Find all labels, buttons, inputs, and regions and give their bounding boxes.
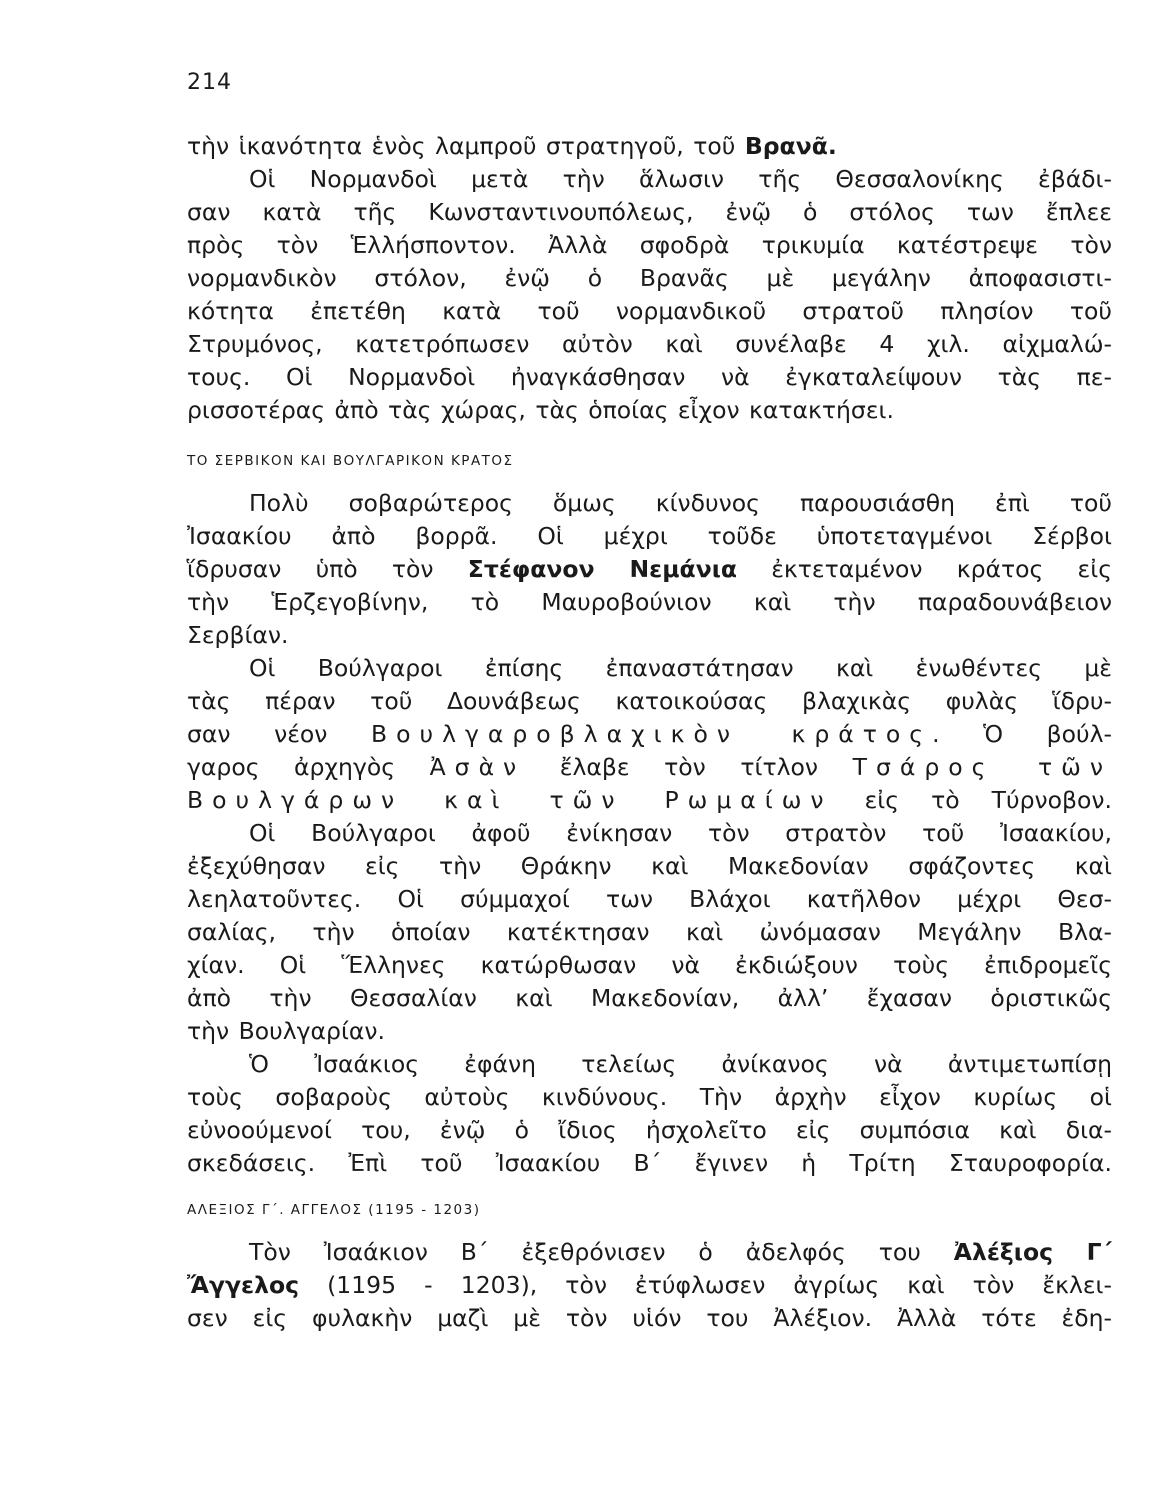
text-line: Οἱ Βούλγαροι ἀφοῦ ἐνίκησαν τὸν στρατὸν τοῦ Ἰσαακίου, — [249, 819, 1112, 847]
text-line: σεν εἰς φυλακὴν μαζὶ μὲ τὸν υἱόν του Ἀλέξιον. Ἀλλὰ τότε ἐδη- — [187, 1304, 1112, 1332]
emphasis-name: Βρανᾶ. — [744, 132, 837, 160]
text-line: ἵδρυσαν ὑπὸ τὸν Στέφανον Νεμάνια ἐκτεταμένον κράτος εἰς — [187, 555, 1112, 583]
page-number: 214 — [187, 70, 232, 95]
text-line: νορμανδικὸν στόλον, ἐνῷ ὁ Βρανᾶς μὲ μεγάλην ἀποφασιστι- — [187, 264, 1112, 292]
text-line: λεηλατοῦντες. Οἱ σύμμαχοί των Βλάχοι κατῆλθον μέχρι Θεσ- — [187, 885, 1112, 913]
spaced-term: Τσάρος τῶν — [852, 753, 1112, 781]
text-line: Βουλγάρων καὶ τῶν Ρωμαίων εἰς τὸ Τύρνοβον. — [187, 786, 1112, 814]
section-heading: ΤΟ ΣΕΡΒΙΚΟΝ ΚΑΙ ΒΟΥΛΓΑΡΙΚΟΝ ΚΡΑΤΟΣ — [187, 453, 514, 469]
text-line: κότητα ἐπετέθη κατὰ τοῦ νορμανδικοῦ στρατοῦ πλησίον τοῦ — [187, 297, 1112, 325]
text-line: Σερβίαν. — [187, 621, 289, 649]
text-line: γαρος ἀρχηγὸς Ἀσὰν ἔλαβε τὸν τίτλον Τσάρος τῶν — [187, 753, 1112, 781]
text-line: Οἱ Νορμανδοὶ μετὰ τὴν ἅλωσιν τῆς Θεσσαλονίκης ἐβάδι- — [249, 165, 1112, 193]
spaced-term: Βουλγάρων καὶ τῶν Ρωμαίων — [187, 786, 833, 814]
text-line: Πολὺ σοβαρώτερος ὅμως κίνδυνος παρουσιάσθη ἐπὶ τοῦ — [249, 489, 1112, 517]
spaced-term: Ἀσὰν — [429, 753, 526, 781]
page-body — [187, 130, 1112, 1335]
text-line: Τὸν Ἰσαάκιον Β΄ ἐξεθρόνισεν ὁ ἀδελφός του Ἀλέξιος Γ΄ — [249, 1238, 1112, 1266]
text-line: τους. Οἱ Νορμανδοὶ ἠναγκάσθησαν νὰ ἐγκαταλείψουν τὰς πε- — [187, 363, 1112, 391]
text-line: Ὁ Ἰσαάκιος ἐφάνη τελείως ἀνίκανος νὰ ἀντιμετωπίσῃ — [249, 1050, 1112, 1078]
text-line: τὰς πέραν τοῦ Δουνάβεως κατοικούσας βλαχικὰς φυλὰς ἵδρυ- — [187, 687, 1112, 715]
text-line: σαν κατὰ τῆς Κωνσταντινουπόλεως, ἐνῷ ὁ στόλος των ἔπλεε — [187, 198, 1112, 226]
emphasis-name: Ἀλέξιος Γ΄ — [953, 1238, 1112, 1266]
text-line: τὴν Βουλγαρίαν. — [187, 1017, 385, 1045]
text-line: Οἱ Βούλγαροι ἐπίσης ἐπαναστάτησαν καὶ ἑνωθέντες μὲ — [249, 654, 1112, 682]
text-line: τοὺς σοβαροὺς αὐτοὺς κινδύνους. Τὴν ἀρχὴν εἶχον κυρίως οἱ — [187, 1083, 1112, 1111]
text-line: ἐξεχύθησαν εἰς τὴν Θράκην καὶ Μακεδονίαν σφάζοντες καὶ — [187, 852, 1112, 880]
text-line: χίαν. Οἱ Ἕλληνες κατώρθωσαν νὰ ἐκδιώξουν τοὺς ἐπιδρομεῖς — [187, 951, 1112, 979]
text-line: σαν νέον Βουλγαροβλαχικὸν κράτος. Ὁ βούλ- — [187, 720, 1112, 748]
text-line: τὴν Ἑρζεγοβίνην, τὸ Μαυροβούνιον καὶ τὴν παραδουνάβειον — [187, 588, 1112, 616]
text-line: Ἰσαακίου ἀπὸ βορρᾶ. Οἱ μέχρι τοῦδε ὑποτεταγμένοι Σέρβοι — [187, 522, 1112, 550]
text-line: πρὸς τὸν Ἑλλήσποντον. Ἀλλὰ σφοδρὰ τρικυμία κατέστρεψε τὸν — [187, 231, 1112, 259]
emphasis-name: Στέφανον Νεμάνια — [467, 555, 737, 583]
section-heading: ΑΛΕΞΙΟΣ Γ΄. ΑΓΓΕΛΟΣ (1195 - 1203) — [187, 1202, 481, 1218]
emphasis-name: Ἄγγελος — [187, 1271, 300, 1299]
text-line: Ἄγγελος (1195 - 1203), τὸν ἐτύφλωσεν ἀγρίως καὶ τὸν ἔκλει- — [187, 1271, 1112, 1299]
text-line: τὴν ἱκανότητα ἑνὸς λαμπροῦ στρατηγοῦ, τοῦ Βρανᾶ. — [187, 132, 837, 160]
text-line: ρισσοτέρας ἀπὸ τὰς χώρας, τὰς ὁποίας εἶχον κατακτήσει. — [187, 396, 894, 424]
text-line: σαλίας, τὴν ὁποίαν κατέκτησαν καὶ ὠνόμασαν Μεγάλην Βλα- — [187, 918, 1112, 946]
text-line: ἀπὸ τὴν Θεσσαλίαν καὶ Μακεδονίαν, ἀλλ’ ἔχασαν ὁριστικῶς — [187, 984, 1112, 1012]
text-line: σκεδάσεις. Ἐπὶ τοῦ Ἰσαακίου Β΄ ἔγινεν ἡ Τρίτη Σταυροφορία. — [187, 1149, 1112, 1177]
text-line: εὐνοούμενοί του, ἐνῷ ὁ ἴδιος ἠσχολεῖτο εἰς συμπόσια καὶ δια- — [187, 1116, 1112, 1144]
spaced-term: Βουλγαροβλαχικὸν κράτος — [370, 720, 933, 748]
text-line: Στρυμόνος, κατετρόπωσεν αὐτὸν καὶ συνέλαβε 4 χιλ. αἰχμαλώ- — [187, 330, 1112, 358]
